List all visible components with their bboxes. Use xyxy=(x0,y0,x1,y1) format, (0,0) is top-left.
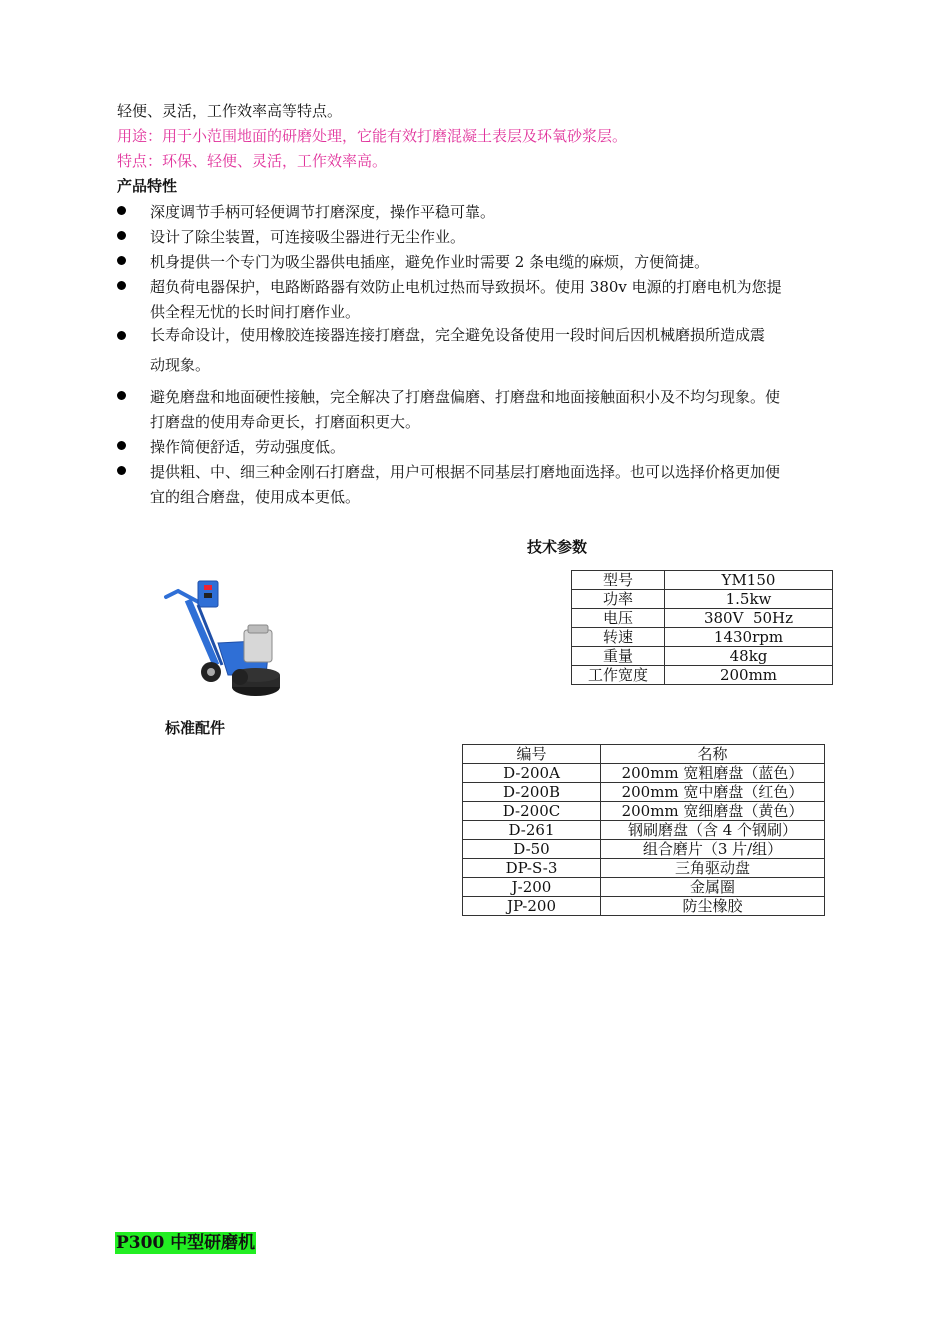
intro-line: 轻便、灵活，工作效率高等特点。 xyxy=(117,102,343,120)
table-row: 电压 380V 50Hz xyxy=(572,609,833,628)
table-row: 转速 1430rpm xyxy=(572,628,833,647)
table-row: 型号 YM150 xyxy=(572,571,833,590)
table-row: DP-S-3 三角驱动盘 xyxy=(463,859,825,878)
table-row: D-50 组合磨片（3 片/组） xyxy=(463,840,825,859)
bullet-icon xyxy=(117,231,126,240)
bullet-icon xyxy=(117,466,126,475)
table-row: 工作宽度 200mm xyxy=(572,666,833,685)
table-row: D-261 钢刷磨盘（含 4 个钢刷） xyxy=(463,821,825,840)
features-heading: 产品特性 xyxy=(117,177,178,195)
features-short-text: 特点：环保、轻便、灵活，工作效率高。 xyxy=(117,152,388,170)
table-row: 功率 1.5kw xyxy=(572,590,833,609)
bullet-icon xyxy=(117,441,126,450)
table-row: J-200 金属圈 xyxy=(463,878,825,897)
usage-text: 用途：用于小范围地面的研磨处理，它能有效打磨混凝土表层及环氧砂浆层。 xyxy=(117,127,628,145)
accessories-table xyxy=(462,744,825,916)
bullet-icon xyxy=(117,281,126,290)
bullet-icon xyxy=(117,206,126,215)
accessories-heading: 标准配件 xyxy=(165,719,226,737)
bullet-icon xyxy=(117,391,126,400)
tech-spec-table xyxy=(571,570,833,685)
floor-grinder-image xyxy=(158,575,288,705)
bullet-icon xyxy=(117,256,126,265)
bullet-icon xyxy=(117,331,126,340)
table-row: JP-200 防尘橡胶 xyxy=(463,897,825,916)
table-row: D-200C 200mm 宽细磨盘（黄色） xyxy=(463,802,825,821)
tech-heading: 技术参数 xyxy=(527,538,588,556)
next-section-title: P300 中型研磨机 xyxy=(116,1233,256,1253)
table-row: D-200A 200mm 宽粗磨盘（蓝色） xyxy=(463,764,825,783)
table-header-row: 编号 名称 xyxy=(463,745,825,764)
table-row: 重量 48kg xyxy=(572,647,833,666)
table-row: D-200B 200mm 宽中磨盘（红色） xyxy=(463,783,825,802)
